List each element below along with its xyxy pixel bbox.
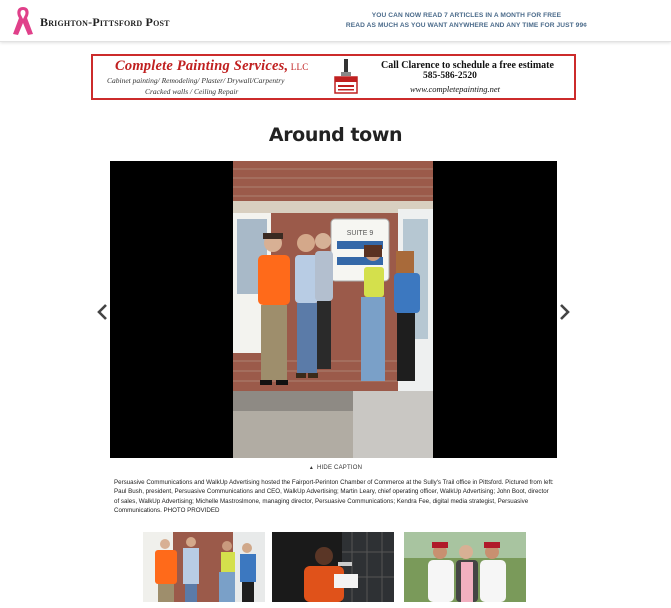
gallery-title: Around town — [268, 124, 403, 146]
site-name: Brighton-Pittsford Post — [40, 15, 170, 29]
thumbnail-2[interactable] — [272, 532, 394, 602]
ad-phone-number: 585-586-2520 — [423, 71, 477, 81]
ad-services-line-1: Cabinet painting/ Remodeling/ Plaster/ Drywall/Carpentry — [107, 76, 285, 85]
paint-brush-icon — [329, 57, 363, 97]
thumbnail-3[interactable] — [404, 532, 526, 602]
chevron-right-icon[interactable] — [557, 303, 571, 321]
subscription-promo[interactable] — [346, 11, 587, 31]
promo-line-2: READ AS MUCH AS YOU WANT ANYWHERE AND ANY TIME FOR JUST 99¢ — [345, 22, 587, 29]
pink-ribbon-icon — [10, 4, 36, 38]
ad-call-to-action: Call Clarence to schedule a free estimate — [381, 60, 554, 71]
chevron-left-icon[interactable] — [96, 303, 110, 321]
photo-caption: Persuasive Communications and WalkUp Advertising hosted the Fairport-Perinton Chamber of Commerce at the Sully's Trail office in Pittsford. Pictured from left: Paul Bush, president, Persuasive Communications and CEO, WalkUp Advertising; Martin Leary, chief operating officer, WalkUp Advertising; John Boot, director of sales, WalkUp Advertising; Michelle Mastroslmone, managing director, Persuasive Communications; Kendra Fee, digital media strategist, Persuasive Communications. PHOTO PROVIDED — [114, 479, 554, 515]
ad-services-line-2: Cracked walls / Ceiling Repair — [145, 87, 239, 96]
thumbnail-1[interactable] — [143, 532, 265, 602]
ad-website: www.completepainting.net — [410, 84, 501, 94]
advertisement-banner[interactable] — [91, 54, 576, 100]
thumbnail-strip — [0, 532, 671, 602]
ad-company-name: Complete Painting Services, LLC — [115, 58, 309, 74]
promo-line-1: YOU CAN NOW READ 7 ARTICLES IN A MONTH FOR FREE — [371, 12, 562, 19]
gallery-stage[interactable] — [110, 161, 557, 458]
caret-up-icon: ▲ — [308, 465, 315, 471]
site-header — [0, 0, 671, 42]
hide-caption-button[interactable] — [0, 465, 671, 471]
site-logo[interactable] — [10, 4, 170, 38]
hide-caption-label: HIDE CAPTION — [317, 465, 363, 471]
gallery-photo[interactable] — [233, 161, 433, 458]
sign-suite-text: SUITE 9 — [346, 230, 374, 237]
